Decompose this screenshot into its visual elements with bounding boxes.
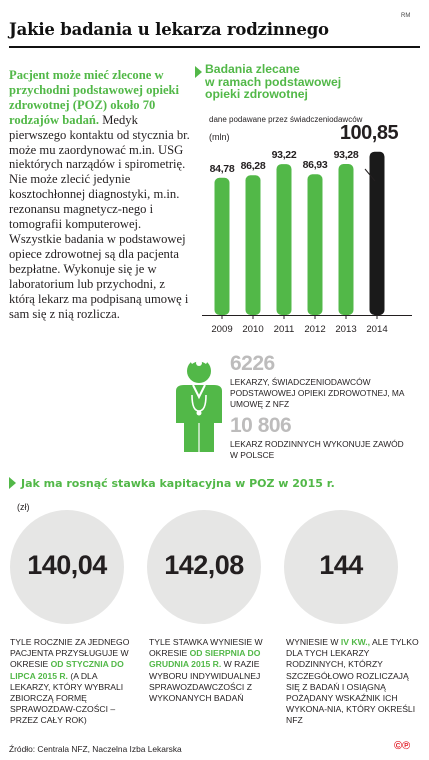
stat-family-doctors-text: LEKARZ RODZINNYCH WYKONUJE ZAWÓD W POLSCE (230, 439, 404, 460)
rate-value-3: 144 (319, 550, 363, 580)
rate-circle-1 (10, 510, 124, 624)
bar-2013 (339, 164, 354, 315)
bar-label-2013: 93,28 (333, 148, 359, 161)
chart-header-line3: opieki zdrowotnej (205, 87, 308, 101)
bar-label-2011: 93,22 (271, 149, 297, 162)
chart-arrow-icon (195, 66, 202, 78)
rate-text-2 (149, 637, 277, 704)
x-tick-label-2014: 2014 (366, 324, 388, 335)
doctor-icon (170, 355, 228, 455)
chart-unit: (mln) (209, 132, 230, 142)
bar-chart-svg (200, 145, 418, 345)
bar-2011 (277, 164, 292, 315)
author-mark: RM (401, 13, 411, 19)
rate-text-1 (10, 637, 138, 727)
title-rule (9, 46, 420, 48)
rate-text-1-green: OD STYCZNIA DO LIPCA 2015 R. (10, 659, 124, 681)
rate-text-3-green: IV KW., (340, 637, 371, 647)
bar-label-2010: 86,28 (240, 160, 266, 173)
section2-arrow-icon (9, 477, 16, 489)
rate-text-2-a: TYLE STAWKA WYNIESIE W OKRESIE (149, 637, 263, 659)
bar-2010 (246, 175, 261, 315)
rate-text-1-b: (A DLA LEKARZY, KTÓRY WYBRALI ZBIORCZĄ FORMĘ SPRAWOZDAW-CZOŚCI – PRZEZ CAŁY ROK) (10, 670, 124, 726)
bar-2014 (370, 152, 385, 315)
source-note: Źródło: Centrala NFZ, Naczelna Izba Lekarska (9, 744, 182, 754)
rate-value-2: 142,08 (164, 550, 244, 580)
rate-text-3 (286, 637, 422, 727)
x-tick-label-2010: 2010 (242, 324, 264, 335)
bar-label-2009: 84,78 (209, 162, 235, 175)
rate-circle-2 (147, 510, 261, 624)
lead-body: Medyk pierwszego kontaktu od stycznia br. może mu zaordynować m.in. USG niektórych narządów i spirometrię. Nie może zlecić jedynie kosztochłonnej diagnostyki, m.in. rezonansu magnetycz-nego i tomografii komputerowej. Wszystkie badania w podstawowej opiece zdrowotnej są dla pacjenta bezpłatne. Wykonuje się je w laboratorium lub przychodni, z którą lekarz ma podpisaną umowę i sam się z nią rozlicza. (9, 112, 190, 321)
bar-2012 (308, 174, 323, 315)
chart-header (205, 63, 341, 101)
stat-doctors-contract-number: 6226 (230, 352, 275, 375)
rate-text-3-b: ALE TYLKO DLA TYCH LEKARZY RODZINNYCH, KTÓRZY SZCZEGÓŁOWO ROZLICZAJĄ SIĘ Z BADAŃ I OSIĄGNĄ POŻĄDANY WSKAŹNIK ICH WYKONA-NIA, KTÓRY OKREŚLI NFZ (286, 637, 419, 726)
section2-unit: (zł) (17, 502, 30, 512)
rate-text-2-b: W RAZIE WYBORU INDYWIDUALNEJ SPRAWOZDAWCZOŚCI Z WYKONANYCH BADAŃ (149, 659, 261, 704)
stat-doctors-contract-text: LEKARZY, ŚWIADCZENIODAWCÓW PODSTAWOWEJ OPIEKI ZDROWOTNEJ, MA UMOWĘ Z NFZ (230, 377, 405, 409)
rate-text-3-a: WYNIESIE W (286, 637, 341, 647)
bar-2009 (215, 178, 230, 315)
chart-note: dane podawane przez świadczeniodawców (209, 115, 363, 124)
lead-text (9, 68, 191, 321)
chart-header-line1: Badania zlecane (205, 62, 300, 76)
x-tick-label-2013: 2013 (335, 324, 357, 335)
page-title: Jakie badania u lekarza rodzinnego (9, 20, 329, 39)
chart-header-line2: w ramach podstawowej (205, 74, 342, 89)
rate-text-2-green: OD SIERPNIA DO GRUDNIA 2015 R. (149, 648, 261, 670)
lead-highlight: Pacjent może mieć zlecone w przychodni podstawowej opieki zdrowotnej (POZ) około 70 rodzajów badań. (9, 68, 180, 127)
rate-text-1-a: TYLE ROCZNIE ZA JEDNEGO PACJENTA PRZYSŁUGUJE W OKRESIE (10, 637, 130, 670)
rate-circle-3 (284, 510, 398, 624)
x-tick-label-2012: 2012 (304, 324, 326, 335)
x-tick-label-2009: 2009 (211, 324, 233, 335)
stat-family-doctors-number: 10 806 (230, 414, 292, 437)
section2-title: Jak ma rosnąć stawka kapitacyjna w POZ w 2015 r. (21, 477, 335, 490)
bar-label-2014: 100,85 (339, 121, 399, 144)
rate-value-1: 140,04 (27, 550, 107, 580)
section2-header (9, 477, 335, 490)
bar-label-2012: 86,93 (302, 159, 328, 172)
x-tick-label-2011: 2011 (273, 324, 295, 335)
copyright-mark: ©℗ (394, 740, 411, 752)
